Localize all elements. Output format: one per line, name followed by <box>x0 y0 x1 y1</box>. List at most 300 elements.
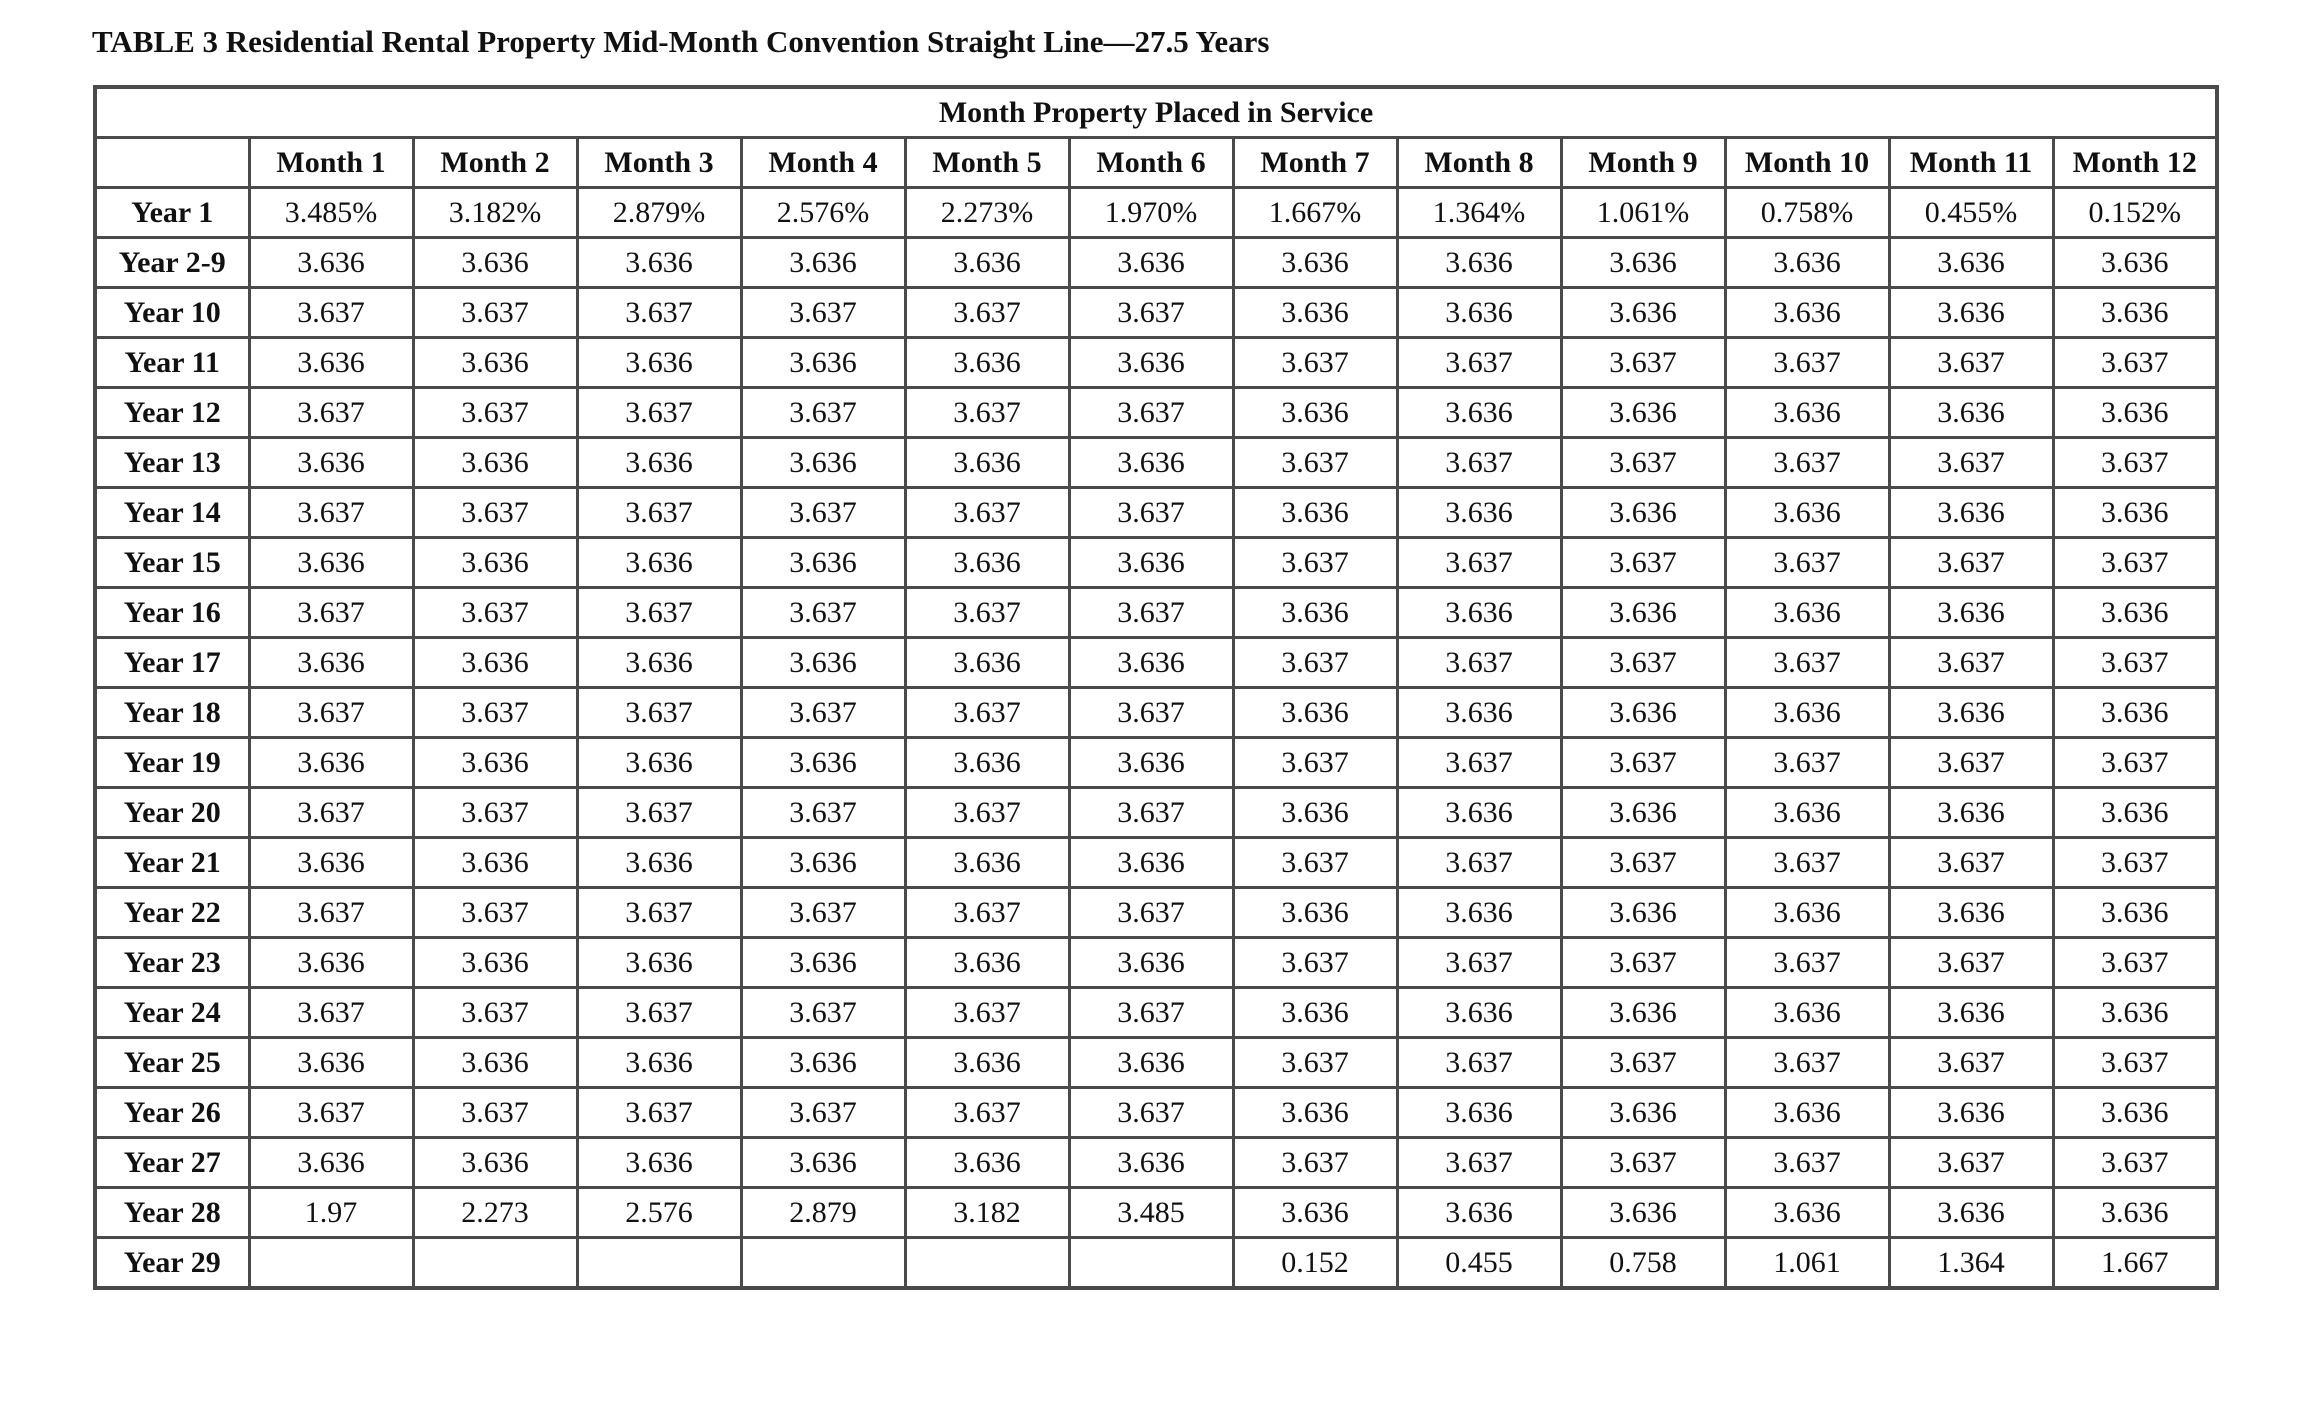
rate-cell: 3.637 <box>741 688 905 738</box>
rate-cell: 3.636 <box>577 838 741 888</box>
month-header: Month 5 <box>905 138 1069 188</box>
row-label: Year 24 <box>95 988 249 1038</box>
rate-cell: 3.637 <box>741 888 905 938</box>
rate-cell: 3.636 <box>1561 488 1725 538</box>
rate-cell: 3.636 <box>1725 1188 1889 1238</box>
rate-cell: 3.636 <box>577 738 741 788</box>
rate-cell: 3.637 <box>249 688 413 738</box>
row-label: Year 28 <box>95 1188 249 1238</box>
rate-cell: 3.636 <box>413 938 577 988</box>
rate-cell: 3.636 <box>1233 688 1397 738</box>
rate-cell: 3.637 <box>1397 438 1561 488</box>
rate-cell: 3.637 <box>413 588 577 638</box>
rate-cell: 3.636 <box>1233 388 1397 438</box>
rate-cell: 3.637 <box>2053 1038 2217 1088</box>
rate-cell: 3.637 <box>1725 638 1889 688</box>
rate-cell: 3.636 <box>905 1038 1069 1088</box>
rate-cell: 3.636 <box>577 938 741 988</box>
row-label: Year 18 <box>95 688 249 738</box>
rate-cell: 3.637 <box>905 588 1069 638</box>
rate-cell: 3.636 <box>905 338 1069 388</box>
rate-cell: 3.637 <box>249 888 413 938</box>
table-row <box>95 538 2217 588</box>
rate-cell: 3.637 <box>1889 638 2053 688</box>
rate-cell: 3.636 <box>741 1138 905 1188</box>
row-label: Year 21 <box>95 838 249 888</box>
rate-cell: 3.636 <box>413 738 577 788</box>
row-label: Year 22 <box>95 888 249 938</box>
rate-cell: 0.152 <box>1233 1238 1397 1289</box>
rate-cell: 3.637 <box>1561 1138 1725 1188</box>
rate-cell: 3.637 <box>2053 638 2217 688</box>
rate-cell: 1.667% <box>1233 188 1397 238</box>
month-header: Month 4 <box>741 138 905 188</box>
rate-cell: 3.637 <box>1069 388 1233 438</box>
rate-cell: 3.637 <box>1069 688 1233 738</box>
rate-cell: 3.637 <box>741 588 905 638</box>
rate-cell: 3.636 <box>2053 688 2217 738</box>
rate-cell: 3.637 <box>1397 538 1561 588</box>
rate-cell: 3.636 <box>2053 888 2217 938</box>
rate-cell: 3.637 <box>413 988 577 1038</box>
rate-cell: 3.636 <box>1725 238 1889 288</box>
rate-cell: 3.636 <box>2053 788 2217 838</box>
rate-cell: 3.636 <box>413 838 577 888</box>
rate-cell: 3.637 <box>2053 738 2217 788</box>
row-label: Year 23 <box>95 938 249 988</box>
rate-cell: 3.636 <box>1397 388 1561 438</box>
rate-cell: 3.636 <box>1561 1188 1725 1238</box>
rate-cell: 3.637 <box>741 488 905 538</box>
row-label: Year 14 <box>95 488 249 538</box>
rate-cell: 3.637 <box>1397 1138 1561 1188</box>
rate-cell: 3.636 <box>1889 988 2053 1038</box>
table-row <box>95 1088 2217 1138</box>
rate-cell: 3.636 <box>577 438 741 488</box>
rate-cell: 3.637 <box>1069 888 1233 938</box>
row-label: Year 20 <box>95 788 249 838</box>
month-header: Month 1 <box>249 138 413 188</box>
row-label: Year 1 <box>95 188 249 238</box>
rate-cell: 3.636 <box>249 738 413 788</box>
month-header: Month 10 <box>1725 138 1889 188</box>
table-row <box>95 588 2217 638</box>
rate-cell: 3.637 <box>1069 988 1233 1038</box>
rate-cell: 3.637 <box>577 388 741 438</box>
table-row <box>95 1138 2217 1188</box>
row-label: Year 17 <box>95 638 249 688</box>
table-row <box>95 938 2217 988</box>
rate-cell: 3.637 <box>249 788 413 838</box>
row-label: Year 29 <box>95 1238 249 1289</box>
rate-cell: 3.637 <box>905 288 1069 338</box>
rate-cell: 3.636 <box>1397 1188 1561 1238</box>
row-label: Year 2-9 <box>95 238 249 288</box>
rate-cell: 3.636 <box>413 538 577 588</box>
rate-cell: 3.637 <box>249 988 413 1038</box>
row-label: Year 27 <box>95 1138 249 1188</box>
rate-cell: 3.637 <box>905 788 1069 838</box>
rate-cell: 3.636 <box>249 1038 413 1088</box>
rate-cell: 3.637 <box>1725 538 1889 588</box>
rate-cell: 3.636 <box>1889 1088 2053 1138</box>
rate-cell: 3.637 <box>1397 1038 1561 1088</box>
rate-cell: 3.637 <box>905 488 1069 538</box>
rate-cell: 3.637 <box>1889 1138 2053 1188</box>
rate-cell: 3.636 <box>1889 688 2053 738</box>
rate-cell: 3.637 <box>2053 1138 2217 1188</box>
rate-cell: 3.636 <box>741 938 905 988</box>
rate-cell: 3.637 <box>905 888 1069 938</box>
rate-cell: 3.636 <box>1725 388 1889 438</box>
rate-cell: 1.970% <box>1069 188 1233 238</box>
rate-cell: 3.636 <box>1889 288 2053 338</box>
table-row <box>95 838 2217 888</box>
rate-cell: 3.636 <box>741 238 905 288</box>
rate-cell: 3.637 <box>1561 638 1725 688</box>
rate-cell: 3.637 <box>249 288 413 338</box>
table-row <box>95 888 2217 938</box>
rate-cell: 3.636 <box>1889 388 2053 438</box>
rate-cell: 3.636 <box>577 1138 741 1188</box>
rate-cell: 3.637 <box>1561 338 1725 388</box>
rate-cell: 3.636 <box>2053 1188 2217 1238</box>
table-row <box>95 1188 2217 1238</box>
rate-cell: 3.637 <box>1725 938 1889 988</box>
table-row <box>95 788 2217 838</box>
rate-cell: 3.636 <box>249 938 413 988</box>
rate-cell: 0.758 <box>1561 1238 1725 1289</box>
rate-cell: 3.637 <box>1889 538 2053 588</box>
month-header: Month 11 <box>1889 138 2053 188</box>
rate-cell: 3.637 <box>1561 938 1725 988</box>
rate-cell: 3.636 <box>1397 788 1561 838</box>
rate-cell: 3.636 <box>905 838 1069 888</box>
rate-cell: 3.636 <box>1889 788 2053 838</box>
rate-cell: 3.636 <box>1069 538 1233 588</box>
rate-cell: 3.636 <box>741 1038 905 1088</box>
rate-cell: 3.636 <box>577 338 741 388</box>
rate-cell: 3.636 <box>741 538 905 588</box>
month-header-row <box>95 138 2217 188</box>
rate-cell: 3.636 <box>1069 638 1233 688</box>
rate-cell: 3.636 <box>1725 488 1889 538</box>
rate-cell: 1.364% <box>1397 188 1561 238</box>
rate-cell: 3.636 <box>1889 588 2053 638</box>
rate-cell: 3.636 <box>741 438 905 488</box>
rate-cell: 3.636 <box>1233 1088 1397 1138</box>
table-row <box>95 738 2217 788</box>
rate-cell: 1.667 <box>2053 1238 2217 1289</box>
rate-cell: 3.637 <box>2053 838 2217 888</box>
rate-cell: 3.636 <box>1561 888 1725 938</box>
rate-cell: 3.636 <box>741 338 905 388</box>
row-label: Year 12 <box>95 388 249 438</box>
rate-cell: 3.636 <box>1397 988 1561 1038</box>
rate-cell <box>905 1238 1069 1289</box>
rate-cell: 3.636 <box>1069 1138 1233 1188</box>
rate-cell: 2.273% <box>905 188 1069 238</box>
rate-cell: 3.636 <box>1233 988 1397 1038</box>
rate-cell: 3.637 <box>1725 438 1889 488</box>
rate-cell: 0.455 <box>1397 1238 1561 1289</box>
rate-cell: 3.636 <box>905 438 1069 488</box>
month-header: Month 12 <box>2053 138 2217 188</box>
rate-cell: 3.485 <box>1069 1188 1233 1238</box>
rate-cell: 3.636 <box>1561 988 1725 1038</box>
rate-cell: 3.637 <box>1889 838 2053 888</box>
rate-cell: 3.636 <box>1397 588 1561 638</box>
rate-cell: 3.637 <box>1889 338 2053 388</box>
rate-cell: 3.636 <box>1397 888 1561 938</box>
rate-cell: 3.637 <box>577 288 741 338</box>
rate-cell: 1.97 <box>249 1188 413 1238</box>
rate-cell: 3.636 <box>1069 838 1233 888</box>
rate-cell: 3.636 <box>249 238 413 288</box>
rate-cell: 3.636 <box>1725 688 1889 738</box>
rate-cell: 3.636 <box>2053 1088 2217 1138</box>
row-label: Year 10 <box>95 288 249 338</box>
rate-cell: 3.636 <box>413 238 577 288</box>
table-row <box>95 1038 2217 1088</box>
rate-cell: 0.152% <box>2053 188 2217 238</box>
rate-cell: 3.637 <box>741 1088 905 1138</box>
rate-cell: 3.636 <box>1069 1038 1233 1088</box>
rate-cell: 3.637 <box>905 388 1069 438</box>
rate-cell: 3.636 <box>741 838 905 888</box>
table-row <box>95 988 2217 1038</box>
rate-cell: 3.637 <box>1233 838 1397 888</box>
rate-cell: 3.636 <box>1397 1088 1561 1138</box>
table-row <box>95 338 2217 388</box>
rate-cell: 3.636 <box>1069 738 1233 788</box>
rate-cell: 3.637 <box>741 788 905 838</box>
rate-cell: 3.637 <box>1561 738 1725 788</box>
rate-cell: 3.637 <box>1233 338 1397 388</box>
rate-cell: 1.061 <box>1725 1238 1889 1289</box>
rate-cell: 3.637 <box>577 688 741 738</box>
rate-cell: 3.636 <box>413 438 577 488</box>
rate-cell: 3.637 <box>1561 838 1725 888</box>
rate-cell: 3.637 <box>1397 638 1561 688</box>
rate-cell <box>741 1238 905 1289</box>
rate-cell: 3.636 <box>249 1138 413 1188</box>
month-header: Month 6 <box>1069 138 1233 188</box>
rate-cell: 3.637 <box>2053 538 2217 588</box>
rate-cell: 3.636 <box>1069 338 1233 388</box>
rate-cell: 3.637 <box>577 1088 741 1138</box>
rate-cell: 3.637 <box>413 888 577 938</box>
rate-cell: 2.879% <box>577 188 741 238</box>
table-row <box>95 288 2217 338</box>
rate-cell: 3.636 <box>413 338 577 388</box>
rate-cell: 3.636 <box>1069 938 1233 988</box>
rate-cell: 3.636 <box>1561 388 1725 438</box>
table-row <box>95 488 2217 538</box>
rate-cell: 3.637 <box>1397 838 1561 888</box>
rate-cell: 3.636 <box>1725 1088 1889 1138</box>
rate-cell: 3.636 <box>1561 238 1725 288</box>
table-row <box>95 238 2217 288</box>
rate-cell: 3.637 <box>413 788 577 838</box>
rate-cell: 3.637 <box>1561 438 1725 488</box>
rate-cell: 3.636 <box>2053 388 2217 438</box>
rate-cell: 3.637 <box>1561 1038 1725 1088</box>
rate-cell: 3.637 <box>1725 1138 1889 1188</box>
rate-cell: 3.636 <box>905 238 1069 288</box>
rate-cell: 3.637 <box>249 1088 413 1138</box>
month-header: Month 2 <box>413 138 577 188</box>
rate-cell: 3.636 <box>1889 488 2053 538</box>
row-label: Year 13 <box>95 438 249 488</box>
rate-cell: 3.636 <box>413 1038 577 1088</box>
rate-cell: 3.636 <box>741 638 905 688</box>
rate-cell: 3.636 <box>1397 488 1561 538</box>
rate-cell: 2.576% <box>741 188 905 238</box>
row-label: Year 26 <box>95 1088 249 1138</box>
rate-cell: 3.182% <box>413 188 577 238</box>
rate-cell: 3.637 <box>1889 738 2053 788</box>
month-header: Month 9 <box>1561 138 1725 188</box>
rate-cell: 3.636 <box>905 938 1069 988</box>
rate-cell: 3.636 <box>2053 238 2217 288</box>
rate-cell: 3.636 <box>1725 588 1889 638</box>
rate-cell: 1.061% <box>1561 188 1725 238</box>
rate-cell: 3.637 <box>577 888 741 938</box>
rate-cell: 1.364 <box>1889 1238 2053 1289</box>
rate-cell: 2.879 <box>741 1188 905 1238</box>
rate-cell: 3.637 <box>1069 288 1233 338</box>
rate-cell: 3.636 <box>2053 988 2217 1038</box>
rate-cell: 3.636 <box>1889 238 2053 288</box>
rate-cell: 3.636 <box>249 438 413 488</box>
rate-cell: 3.636 <box>249 638 413 688</box>
row-label: Year 15 <box>95 538 249 588</box>
rate-cell: 3.637 <box>249 488 413 538</box>
row-label: Year 25 <box>95 1038 249 1088</box>
rate-cell: 3.636 <box>1233 488 1397 538</box>
rate-cell: 3.637 <box>1069 588 1233 638</box>
rate-cell: 3.636 <box>1725 888 1889 938</box>
table-row <box>95 638 2217 688</box>
rate-cell: 3.636 <box>1233 788 1397 838</box>
table-row <box>95 688 2217 738</box>
table-body <box>95 188 2217 1289</box>
rate-cell: 3.637 <box>1397 338 1561 388</box>
rate-cell: 3.637 <box>2053 938 2217 988</box>
row-label: Year 11 <box>95 338 249 388</box>
rate-cell <box>413 1238 577 1289</box>
rate-cell: 3.485% <box>249 188 413 238</box>
rate-cell: 3.637 <box>905 988 1069 1038</box>
rate-cell: 3.637 <box>1069 788 1233 838</box>
rate-cell: 3.637 <box>1889 438 2053 488</box>
group-header: Month Property Placed in Service <box>95 87 2217 138</box>
rate-cell: 3.637 <box>1725 338 1889 388</box>
rate-cell: 3.636 <box>905 638 1069 688</box>
rate-cell: 3.636 <box>413 638 577 688</box>
rate-cell: 3.637 <box>1889 938 2053 988</box>
table-row <box>95 438 2217 488</box>
corner-cell <box>95 138 249 188</box>
rate-cell: 3.637 <box>741 388 905 438</box>
rate-cell: 0.455% <box>1889 188 2053 238</box>
rate-cell: 3.636 <box>249 338 413 388</box>
rate-cell: 3.637 <box>413 288 577 338</box>
rate-cell: 3.637 <box>1233 938 1397 988</box>
rate-cell: 3.636 <box>1233 588 1397 638</box>
rate-cell: 3.637 <box>249 388 413 438</box>
group-header-row <box>95 87 2217 138</box>
depreciation-rate-table <box>93 85 2219 1290</box>
rate-cell: 3.637 <box>577 488 741 538</box>
rate-cell: 3.637 <box>249 588 413 638</box>
rate-cell: 3.636 <box>1069 438 1233 488</box>
rate-cell: 3.637 <box>2053 438 2217 488</box>
rate-cell: 3.636 <box>1397 688 1561 738</box>
rate-cell: 3.636 <box>249 538 413 588</box>
rate-cell: 3.636 <box>1725 788 1889 838</box>
rate-cell: 3.636 <box>1561 1088 1725 1138</box>
rate-cell: 3.637 <box>1069 1088 1233 1138</box>
month-header: Month 8 <box>1397 138 1561 188</box>
rate-cell: 3.637 <box>413 1088 577 1138</box>
rate-cell: 3.637 <box>413 688 577 738</box>
rate-cell: 3.636 <box>577 238 741 288</box>
rate-cell: 3.637 <box>1889 1038 2053 1088</box>
rate-cell: 3.636 <box>1561 588 1725 638</box>
row-label: Year 16 <box>95 588 249 638</box>
rate-cell: 3.637 <box>1725 738 1889 788</box>
rate-cell: 3.636 <box>1561 688 1725 738</box>
rate-cell: 3.636 <box>577 638 741 688</box>
rate-cell: 3.637 <box>1397 738 1561 788</box>
rate-cell: 3.636 <box>1233 238 1397 288</box>
rate-cell: 3.637 <box>741 988 905 1038</box>
rate-cell: 3.636 <box>905 738 1069 788</box>
table-row <box>95 388 2217 438</box>
rate-cell: 3.637 <box>413 388 577 438</box>
rate-cell: 3.636 <box>1233 1188 1397 1238</box>
rate-cell: 3.637 <box>1725 1038 1889 1088</box>
rate-cell: 3.636 <box>1889 1188 2053 1238</box>
rate-cell: 3.637 <box>1233 1038 1397 1088</box>
rate-cell: 3.636 <box>249 838 413 888</box>
rate-cell: 3.637 <box>577 988 741 1038</box>
rate-cell: 3.637 <box>1233 638 1397 688</box>
rate-cell: 3.636 <box>905 1138 1069 1188</box>
rate-cell: 3.636 <box>1397 238 1561 288</box>
rate-cell: 3.636 <box>413 1138 577 1188</box>
rate-cell: 3.636 <box>2053 588 2217 638</box>
rate-cell: 3.637 <box>1725 838 1889 888</box>
rate-cell: 3.636 <box>1561 288 1725 338</box>
rate-cell <box>249 1238 413 1289</box>
rate-cell: 3.637 <box>2053 338 2217 388</box>
rate-cell: 3.637 <box>1069 488 1233 538</box>
rate-cell: 3.636 <box>577 1038 741 1088</box>
rate-cell: 3.637 <box>577 588 741 638</box>
rate-cell: 3.637 <box>1233 738 1397 788</box>
rate-cell: 3.637 <box>905 1088 1069 1138</box>
rate-cell: 3.636 <box>1561 788 1725 838</box>
rate-cell: 3.636 <box>1233 288 1397 338</box>
rate-cell: 2.576 <box>577 1188 741 1238</box>
table-row <box>95 188 2217 238</box>
rate-cell: 3.636 <box>1397 288 1561 338</box>
rate-cell: 3.637 <box>1561 538 1725 588</box>
rate-cell: 3.636 <box>1233 888 1397 938</box>
